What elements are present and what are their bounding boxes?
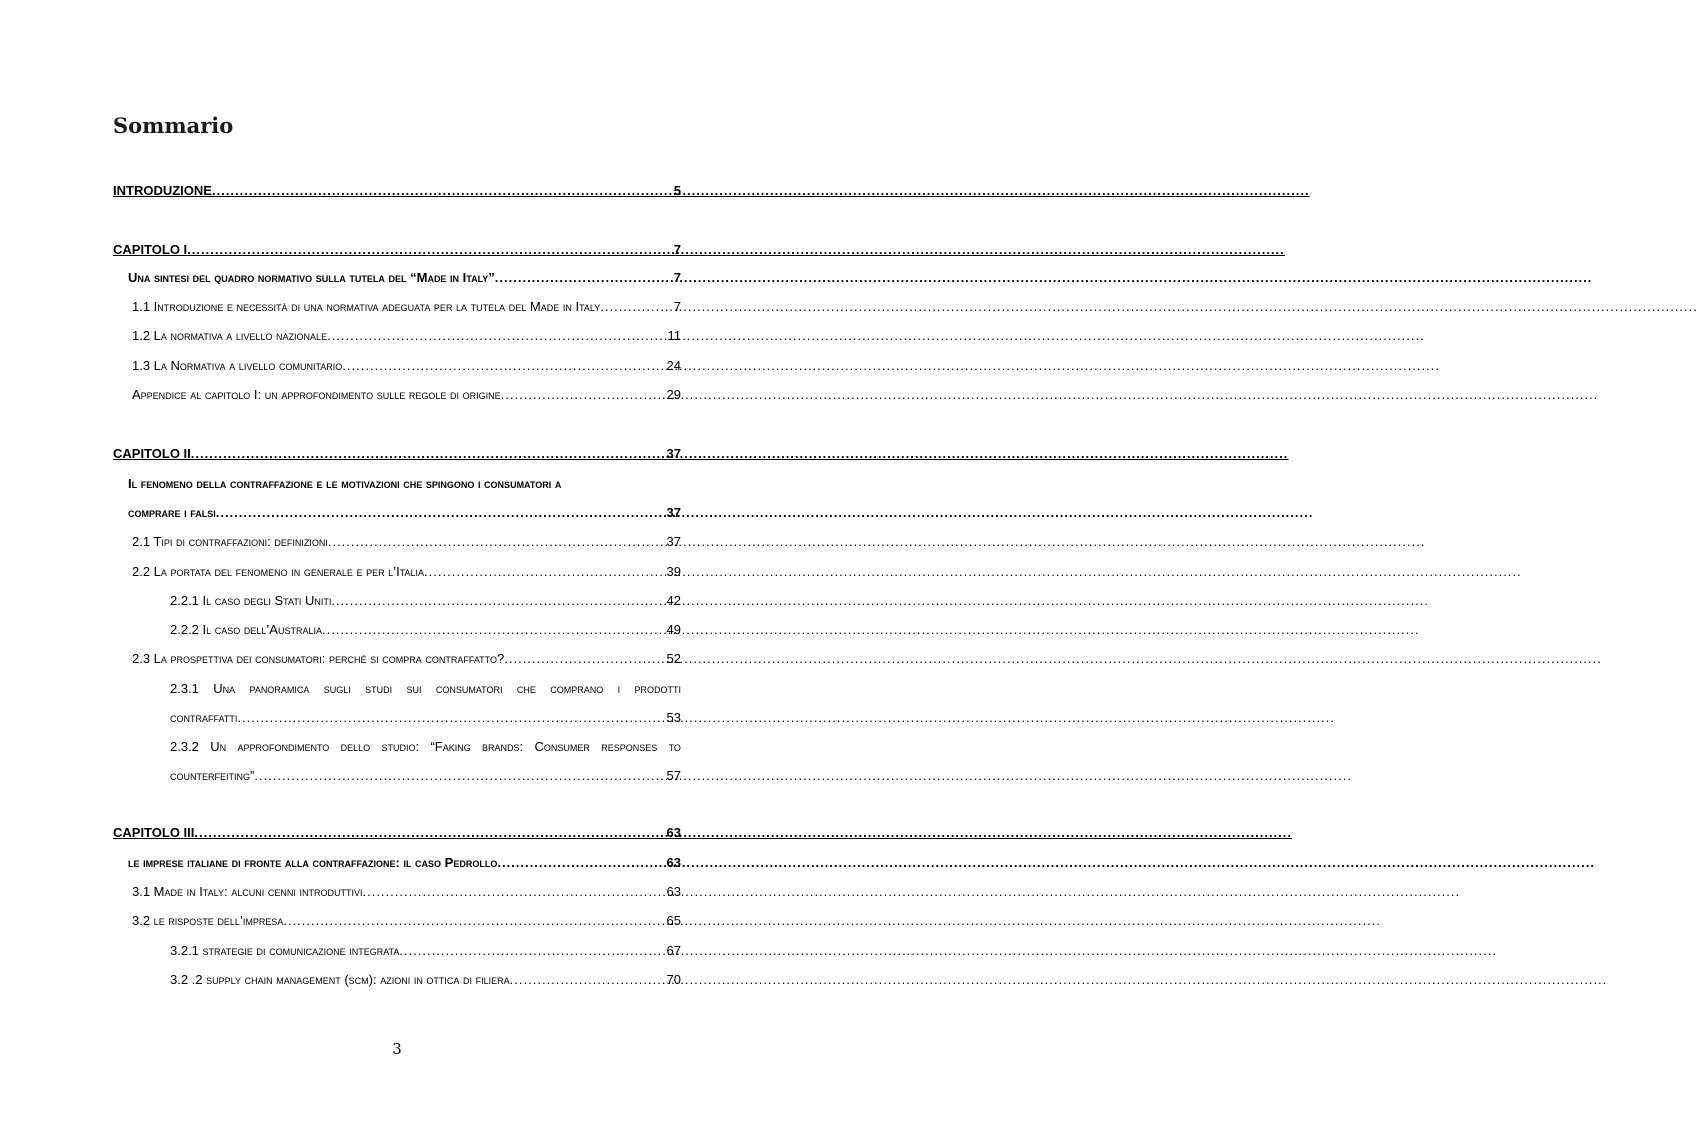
toc-page: 67 (666, 943, 681, 958)
toc-word: studi (365, 681, 393, 696)
toc-entry-capitolo-2[interactable] (113, 446, 681, 462)
toc-entry-2-1[interactable] (132, 534, 681, 550)
toc-label: 2.1 Tipi di contraffazioni: definizioni (132, 534, 328, 549)
page-number: 3 (392, 1040, 402, 1058)
toc-word: consumatori (435, 681, 503, 696)
toc-page: 39 (666, 564, 681, 579)
toc-entry-introduzione[interactable] (113, 183, 681, 199)
toc-page: 42 (666, 593, 681, 608)
toc-entry-2-3[interactable] (132, 651, 681, 667)
toc-entry-capitolo-3-subtitle[interactable] (128, 855, 681, 871)
toc-entry-appendice-1[interactable] (132, 387, 681, 403)
toc-page: 52 (666, 651, 681, 666)
toc-entry-2-2-1[interactable] (170, 593, 681, 609)
dot-leader (327, 328, 666, 344)
toc-label: 2.3 La prospettiva dei consumatori: perché si compra contraffatto? (132, 651, 505, 666)
toc-label: comprare i falsi (128, 505, 216, 520)
dot-leader (187, 242, 673, 258)
toc-label: 3.1 Made in Italy: alcuni cenni introduttivi (132, 884, 363, 899)
toc-label: contraffatti (170, 710, 238, 725)
toc-label: Una sintesi del quadro normativo sulla tutela del “Made in Italy” (128, 270, 495, 285)
toc-page: 37 (666, 534, 681, 549)
toc-label: CAPITOLO III (113, 825, 195, 840)
toc-entry-2-3-1[interactable] (170, 710, 681, 726)
toc-entry-capitolo-2-subtitle[interactable] (128, 505, 681, 521)
toc-word: comprano (550, 681, 604, 696)
toc-label: INTRODUZIONE (113, 183, 212, 198)
toc-label: 1.3 La Normativa a livello comunitario (132, 358, 343, 373)
toc-label: 2.2.2 Il caso dell’Australia (170, 622, 322, 637)
toc-page: 63 (666, 884, 681, 899)
dot-leader (322, 622, 666, 638)
toc-page: 53 (666, 710, 681, 725)
toc-entry-3-2-1[interactable] (170, 943, 681, 959)
dot-leader (497, 855, 665, 871)
toc-label: CAPITOLO I (113, 242, 188, 257)
toc-entry-2-2[interactable] (132, 564, 681, 580)
dot-leader (283, 913, 665, 929)
dot-leader (504, 651, 665, 667)
toc-entry-1-1[interactable] (132, 299, 681, 315)
toc-page: 7 (673, 299, 681, 314)
toc-page: 7 (673, 242, 681, 257)
toc-label: 2.2.1 Il caso degli Stati Uniti (170, 593, 332, 608)
toc-page: 65 (666, 913, 681, 928)
toc-label: 3.2.1 strategie di comunicazione integrata (170, 943, 400, 958)
toc-page: 63 (666, 825, 681, 840)
toc-entry-capitolo-1[interactable] (113, 242, 681, 258)
toc-page: 70 (666, 972, 681, 987)
dot-leader (191, 446, 666, 462)
toc-word: approfondimento (237, 739, 330, 754)
toc-entry-capitolo-2-subtitle-line1[interactable] (128, 476, 681, 492)
toc-entry-2-2-2[interactable] (170, 622, 681, 638)
dot-leader (216, 505, 666, 521)
toc-page: 37 (666, 446, 681, 461)
toc-entry-1-3[interactable] (132, 358, 681, 374)
toc-entry-capitolo-3[interactable] (113, 825, 681, 841)
toc-page: 7 (673, 270, 681, 285)
dot-leader (328, 534, 666, 550)
toc-page: 63 (666, 855, 681, 870)
toc-label: 1.2 La normativa a livello nazionale (132, 328, 328, 343)
toc-label: CAPITOLO II (113, 446, 191, 461)
toc-word: 2.3.2 (170, 739, 199, 754)
toc-page: 29 (666, 387, 681, 402)
dot-leader (424, 564, 666, 580)
toc-word: i (617, 681, 621, 696)
toc-entry-2-3-1-line1[interactable] (170, 681, 681, 697)
toc-word: Consumer (534, 739, 590, 754)
dot-leader (362, 884, 665, 900)
dot-leader (501, 387, 666, 403)
toc-word: to (668, 739, 681, 754)
dot-leader (600, 299, 673, 315)
dot-leader (342, 358, 665, 374)
toc-word: Una (213, 681, 236, 696)
table-of-contents (0, 0, 794, 1122)
dot-leader (237, 710, 665, 726)
toc-label: 2.2 La portata del fenomeno in generale e per l’Italia (132, 564, 425, 579)
toc-word: sui (406, 681, 422, 696)
toc-entry-3-2[interactable] (132, 913, 681, 929)
toc-word: Un (210, 739, 227, 754)
toc-label: Il fenomeno della contraffazione e le motivazioni che spingono i consumatori a (128, 476, 562, 491)
toc-entry-2-3-2[interactable] (170, 768, 681, 784)
dot-leader (254, 768, 665, 784)
toc-page: 5 (673, 183, 681, 198)
dot-leader (212, 183, 673, 199)
dot-leader (399, 943, 665, 959)
toc-word: sugli (323, 681, 351, 696)
toc-word: studio: (381, 739, 420, 754)
toc-label: Appendice al capitolo I: un approfondimento sulle regole di origine (132, 387, 501, 402)
toc-word: brands: (482, 739, 524, 754)
toc-page: 11 (667, 328, 681, 343)
toc-entry-3-2-2[interactable] (170, 972, 681, 988)
dot-leader (495, 270, 673, 286)
toc-entry-1-2[interactable] (132, 328, 681, 344)
toc-word: prodotti (634, 681, 681, 696)
toc-label: 3.2 .2 supply chain management (scm): azioni in ottica di filiera (170, 972, 510, 987)
toc-word: che (516, 681, 536, 696)
toc-word: dello (340, 739, 371, 754)
dot-leader (331, 593, 665, 609)
dot-leader (194, 825, 665, 841)
toc-word: “Faking (430, 739, 471, 754)
toc-entry-3-1[interactable] (132, 884, 681, 900)
toc-word: panoramica (249, 681, 310, 696)
toc-page: 57 (666, 768, 681, 783)
toc-page: 24 (666, 358, 681, 373)
toc-label: 1.1 Introduzione e necessità di una normativa adeguata per la tutela del Made in Italy (132, 299, 601, 314)
toc-page: 37 (666, 505, 681, 520)
toc-entry-2-3-2-line1[interactable] (170, 739, 681, 755)
toc-page: 49 (666, 622, 681, 637)
toc-label: counterfeiting” (170, 768, 255, 783)
toc-entry-capitolo-1-subtitle[interactable] (128, 270, 681, 286)
toc-word: responses (601, 739, 658, 754)
toc-label: 3.2 le risposte dell’impresa (132, 913, 284, 928)
dot-leader (510, 972, 666, 988)
toc-label: le imprese italiane di fronte alla contraffazione: il caso Pedrollo (128, 855, 498, 870)
toc-word: 2.3.1 (170, 681, 199, 696)
page-title: Sommario (113, 113, 234, 138)
